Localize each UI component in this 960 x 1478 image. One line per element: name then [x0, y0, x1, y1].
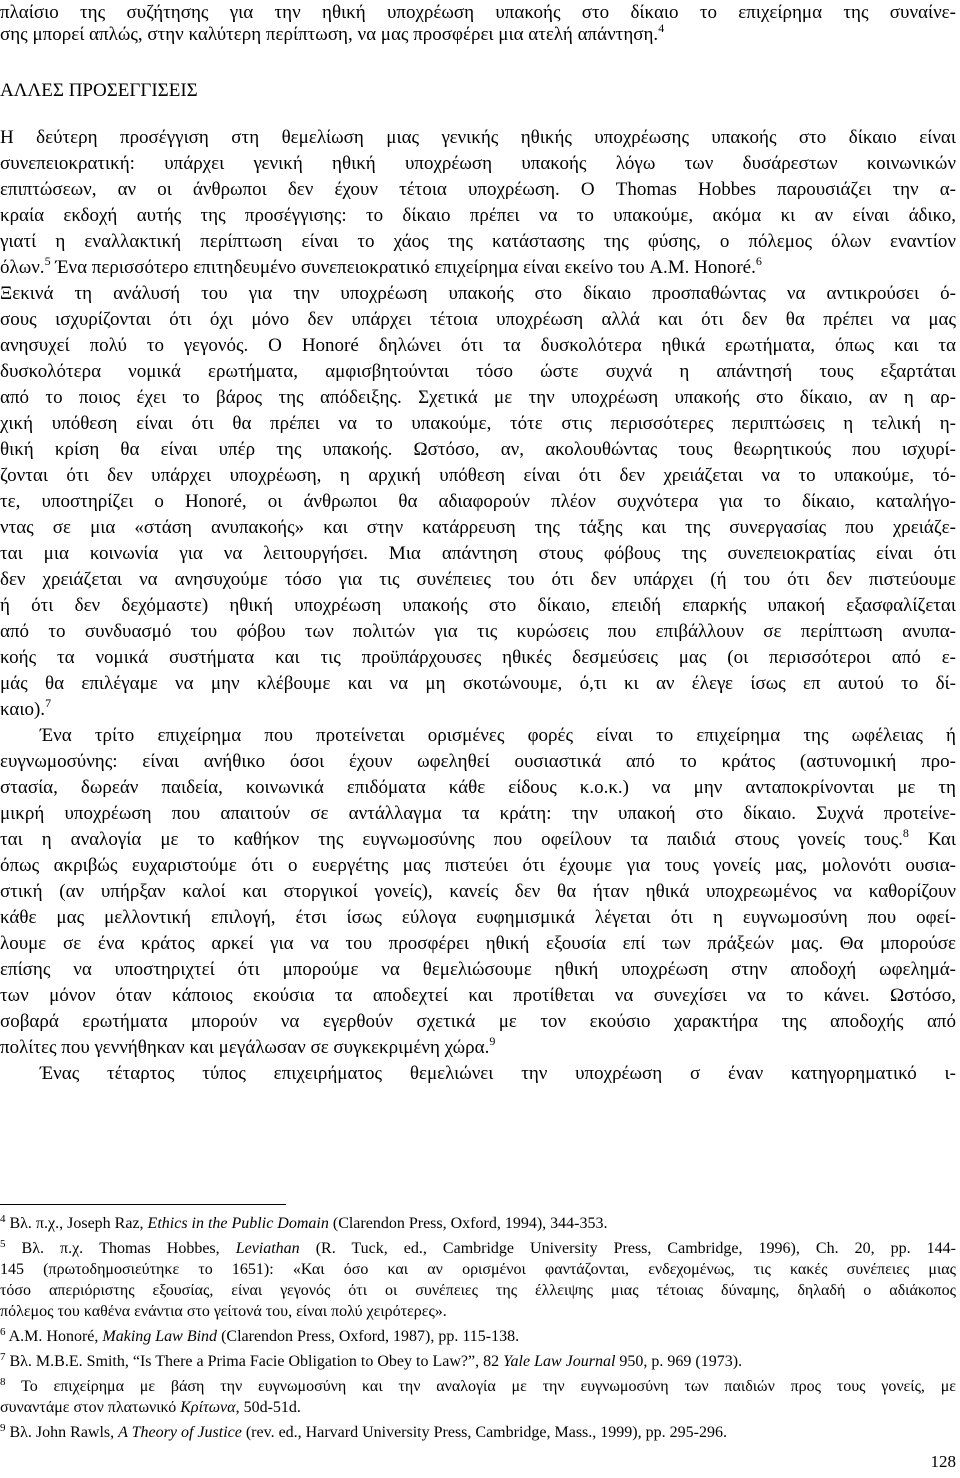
body-line: ται η αναλογία με το καθήκον της ευγνωμοσύνης που οφείλουν τα παιδιά στους γονείς τους.$^8$ Και [0, 826, 956, 850]
body-line: ται μια κοινωνία για να λειτουργήσει. Μια απάντηση στους φόβους της συνεπειοκρατίας είναι ότι [0, 543, 956, 564]
body-line: από το ποιος έχει το βάρος της απόδειξης. Σχετικά με την υποχρέωση υπακοής στο δίκαιο, αν η αρ- [0, 387, 956, 408]
body-line: λουμε σε ένα κράτος αρκεί για να του προσφέρει ηθική εξουσία επί των πράξεών μας. Θα μπορούσε [0, 933, 956, 954]
footnote-ref[interactable]: 5 [44, 254, 51, 268]
footnote: $^7$ Βλ. M.B.E. Smith, “Is There a Prima Facie Obligation to Obey to Law?”, 82 Yale Law Journal 950, p. 969 (1973). [0, 1351, 743, 1370]
body-line: θική κρίση θα είναι υπέρ της υπακοής. Ωστόσο, αν, ακολουθώντας τους θεωρητικούς που ισχυρί- [0, 439, 956, 460]
footnote-ref[interactable]: 4 [658, 21, 665, 35]
body-line: Η δεύτερη προσέγγιση στη θεμελίωση μιας γενικής ηθικής υποχρέωσης υπακοής στο δίκαιο είναι [0, 127, 956, 148]
body-line: των μόνον όταν κάποιος εκούσια τα αποδεχτεί και προτίθεται να συνεχίσει να το κάνει. Ωστόσο, [0, 985, 956, 1006]
body-line: χική υπόθεση είναι ότι θα πρέπει να το υπακούμε, τότε στις περισσότερες περιπτώσεις η τελική η- [0, 413, 956, 434]
body-line: επιπτώσεων, αν οι άνθρωποι δεν έχουν τέτοια υποχρέωση. Ο Thomas Hobbes παρουσιάζει την α- [0, 179, 956, 200]
footnote-line: 145 (πρωτοδημοσιεύτηκε το 1651): «Και όσο και αν ορισμένοι φαντάζονται, ενδεχομένως, τις κακές συνέπειες μιας [0, 1261, 956, 1278]
body-line: γιατί η εναλλακτική περίπτωση είναι το χάος της κατάστασης της φύσης, ο πόλεμος όλων εναντίον [0, 231, 956, 252]
footnote: $^9$ Βλ. John Rawls, A Theory of Justice (rev. ed., Harvard University Press, Cambridge, Mass., 1999), pp. 295-296. [0, 1422, 727, 1441]
footnote-divider [0, 1204, 286, 1205]
body-line: σης μπορεί απλώς, στην καλύτερη περίπτωση, να μας προσφέρει μια ατελή απάντηση.$^4$ [0, 21, 665, 45]
footnote-line: πόλεμος του καθένα ενάντια στο γείτονά του, είναι πολύ χειρότερες». [0, 1303, 447, 1320]
footnote-ref[interactable]: 6 [755, 254, 762, 268]
footnote: $^8$ Το επιχείρημα με βάση την ευγνωμοσύνη και την αναλογία με την ευγνωμοσύνη των παιδιών προς τους γονείς, με [0, 1376, 957, 1395]
body-line: Ξεκινά τη ανάλυσή του για την υποχρέωση υπακοής στο δίκαιο προσπαθώντας να αντικρούσει ό- [0, 283, 956, 304]
footnote: $^6$ A.M. Honoré, Making Law Bind (Clarendon Press, Oxford, 1987), pp. 115-138. [0, 1326, 520, 1345]
body-line: μικρή υποχρέωση που απαιτούν σε αντάλλαγμα τα κράτη: την υπακοή στο δίκαιο. Συχνά προτείνε- [0, 803, 956, 824]
body-line: δυσκολότερα νομικά ερωτήματα, αμφισβητούνται τόσο ώστε συχνά η απάντησή τους εξαρτάται [0, 361, 956, 382]
body-line: στική (αν υπήρξαν καλοί και στοργικοί γονείς), κανείς δεν θα ήταν ηθικά υποχρεωμένος να καθορίζουν [0, 881, 956, 902]
body-line: δεν χρειάζεται να ανησυχούμε τόσο για τις συνέπειες του ότι δεν υπάρχει (ή του ότι δεν πιστεύουμε [0, 569, 956, 590]
body-line: στασία, δωρεάν παιδεία, κοινωνικά επιδόματα κάθε είδους κ.ο.κ.) να μην ανταποκρίνονται με τη [0, 777, 956, 798]
footnote-ref[interactable]: 7 [45, 696, 52, 710]
body-line: ζονται ότι δεν υπάρχει υποχρέωση, η αρχική υπόθεση είναι ότι δεν χρειάζεται να το υπακούμε, τό- [0, 465, 956, 486]
body-line: ντας σε μια «στάση ανυπακοής» και στην κατάρρευση της τάξης και της συνεργασίας που χρειάζε- [0, 517, 956, 538]
page-number: 128 [930, 1452, 956, 1471]
footnote: $^4$ Βλ. π.χ., Joseph Raz, Ethics in the Public Domain (Clarendon Press, Oxford, 1994), 344-353. [0, 1213, 608, 1232]
body-line: από το συνδυασμό του φόβου των πολιτών για τις κυρώσεις που επιβάλλουν σε περίπτωση ανυπα- [0, 621, 956, 642]
body-line: συνεπειοκρατική: υπάρχει γενική ηθική υποχρέωση υπακοής λόγω των δυσάρεστων κοινωνικών [0, 153, 956, 174]
body-line: καιο).$^7$ [0, 696, 52, 720]
body-line: ή ότι δεν δεχόμαστε) ηθική υποχρέωση υπακοής στο δίκαιο, επειδή επαρκής υπακοή εξασφαλίζεται [0, 595, 956, 616]
body-line: όπως ακριβώς ευχαριστούμε ότι ο ευεργέτης μας πιστεύει ότι έχουμε για τους γονείς μας, μολονότι ουσια- [0, 855, 956, 876]
body-line: όλων.$^5$ Ένα περισσότερο επιτηδευμένο συνεπειοκρατικό επιχείρημα είναι εκείνο του A.M. Honoré.$^6$ [0, 254, 762, 278]
footnote-ref[interactable]: 8 [902, 826, 909, 840]
body-line: ανησυχεί πολύ το γεγονός. Ο Honoré δηλώνει ότι τα δυσκολότερα ηθικά ερωτήματα, όπως και τα [0, 335, 956, 356]
footnote-line: τόσο απεριόριστης εξουσίας, είναι γεγονός ότι οι συνέπειες της έλλειψης μιας τέτοιας δύναμης, δηλαδή ο αδιάκοπος [0, 1282, 956, 1299]
body-line: ευγνωμοσύνης: είναι ανήθικο όσοι έχουν ωφεληθεί ουσιαστικά από το κράτος (αστυνομική προ- [0, 751, 956, 772]
body-line: κραία εκδοχή αυτής της προσέγγισης: το δίκαιο πρέπει να το υπακούμε, ακόμα κι αν είναι άδικο, [0, 205, 956, 226]
body-line: Ένα τρίτο επιχείρημα που προτείνεται ορισμένες φορές είναι το επιχείρημα της ωφέλειας ή [40, 725, 956, 746]
body-line: πλαίσιο της συζήτησης για την ηθική υποχρέωση υπακοής στο δίκαιο το επιχείρημα της συναίνε- [0, 2, 956, 23]
footnote: $^5$ Βλ. π.χ. Thomas Hobbes, Leviathan (R. Tuck, ed., Cambridge University Press, Cambridge, 1996), Ch. 20, pp. 144- [0, 1238, 956, 1257]
section-heading: ΑΛΛΕΣ ΠΡΟΣΕΓΓΙΣΕΙΣ [0, 80, 198, 101]
body-line: σοβαρά ερωτήματα μπορούν να εγερθούν σχετικά με τον εκούσιο χαρακτήρα της αποδοχής από [0, 1011, 956, 1032]
footnote-ref[interactable]: 9 [489, 1034, 496, 1048]
footnote-line: συναντάμε στον πλατωνικό Κρίτωνα, 50d-51d. [0, 1399, 301, 1416]
body-line: πολίτες που γεννήθηκαν και μεγάλωσαν σε συγκεκριμένη χώρα.$^9$ [0, 1034, 496, 1058]
body-line: μάς θα επιλέγαμε να μην κλέβουμε και να μη σκοτώνουμε, ό,τι κι αν έλεγε ίσως επ αυτού το δί- [0, 673, 956, 694]
body-line: επίσης να υποστηριχτεί ότι μπορούμε να θεμελιώσουμε ηθική υποχρέωση στην αποδοχή ωφελημά- [0, 959, 956, 980]
body-line: κοής τα νομικά συστήματα και τις προϋπάρχουσες ηθικές δεσμεύσεις μας (οι περισσότεροι από ε- [0, 647, 956, 668]
body-line: Ένας τέταρτος τύπος επιχειρήματος θεμελιώνει την υποχρέωση σ έναν κατηγορηματικό ι- [40, 1063, 956, 1084]
body-line: σους ισχυρίζονται ότι όχι μόνο δεν υπάρχει τέτοια υποχρέωση αλλά και ότι δεν θα πρέπει να μας [0, 309, 956, 330]
body-line: τε, υποστηρίζει ο Honoré, οι άνθρωποι θα αδιαφορούν πλέον συχνότερα για το δίκαιο, καταλήγο- [0, 491, 956, 512]
body-line: κάθε μας μελλοντική επιλογή, έτσι ίσως εύλογα ευφημισμικά λέγεται ότι η ευγνωμοσύνη που οφεί- [0, 907, 956, 928]
